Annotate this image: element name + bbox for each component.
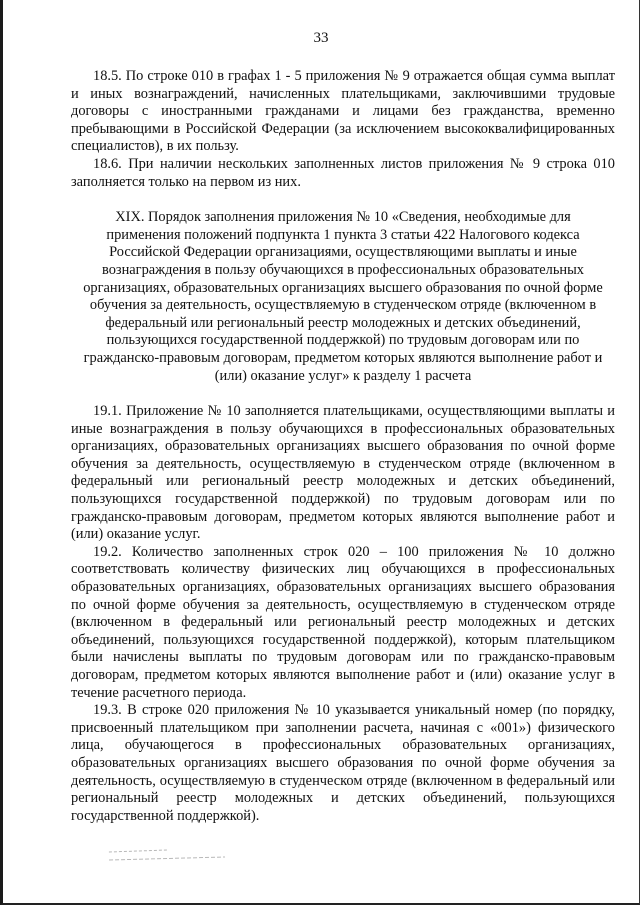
- document-body: [71, 68, 615, 825]
- paragraph-19-1: 19.1. Приложение № 10 заполняется плательщиками, осуществляющими выплаты и иные вознаграждения в пользу обучающихся в профессиональных образовательных организациях, образовательных организациях высшего образования по очной форме обучения за деятельность, осуществляемую в студенческом отряде (включенном в федеральный или региональный реестр молодежных и детских объединений, пользующихся государственной поддержкой) по трудовым договорам или по гражданско-правовым договорам, предметом которых являются выполнение работ и (или) оказание услуг.: [71, 403, 615, 543]
- paragraph-18-6: 18.6. При наличии нескольких заполненных листов приложения № 9 строка 010 заполняется только на первом из них.: [71, 155, 615, 190]
- faint-stamp-image: [107, 845, 227, 867]
- paragraph-19-2: 19.2. Количество заполненных строк 020 – 100 приложения № 10 должно соответствовать количеству физических лиц обучающихся в профессиональных образовательных организациях, образовательных организациях высшего образования по очной форме обучения за деятельность, осуществляемую в студенческом отряде (включенном в федеральный или региональный реестр молодежных и детских объединений, пользующихся государственной поддержкой), которым плательщиком были начислены выплаты по трудовым договорам или по гражданско-правовым договорам, предметом которых являются выполнение работ и (или) оказание услуг в течение расчетного периода.: [71, 543, 615, 701]
- paragraph-18-5: 18.5. По строке 010 в графах 1 - 5 приложения № 9 отражается общая сумма выплат и иных вознаграждений, начисленных плательщиками, заключившими трудовые договоры с иностранными гражданами и лицами без гражданства, временно пребывающими в Российской Федерации (за исключением высококвалифицированных специалистов), в их пользу.: [71, 68, 615, 155]
- paragraph-19-3: 19.3. В строке 020 приложения № 10 указывается уникальный номер (по порядку, присвоенный плательщиком при заполнении расчета, начиная с «001») физического лица, обучающегося в профессиональных образовательных организациях, образовательных организациях высшего образования по очной форме обучения за деятельность, осуществляемую в студенческом отряде (включенном в федеральный или региональный реестр молодежных и детских объединений, пользующихся государственной поддержкой).: [71, 702, 615, 824]
- page-number: 33: [313, 30, 329, 46]
- section-heading-xix: XIX. Порядок заполнения приложения № 10 «Сведения, необходимые для применения положений подпункта 1 пункта 3 статьи 422 Налогового кодекса Российской Федерации организациями, осуществляющими выплаты и иные вознаграждения в пользу обучающихся в профессиональных образовательных организациях, образовательных организациях высшего образования по очной форме обучения за деятельность, осуществляемую в студенческом отряде (включенном в федеральный или региональный реестр молодежных и детских объединений, пользующихся государственной поддержкой) по трудовым договорам или по гражданско-правовым договорам, предметом которых являются выполнение работ и (или) оказание услуг» к разделу 1 расчета: [83, 209, 603, 384]
